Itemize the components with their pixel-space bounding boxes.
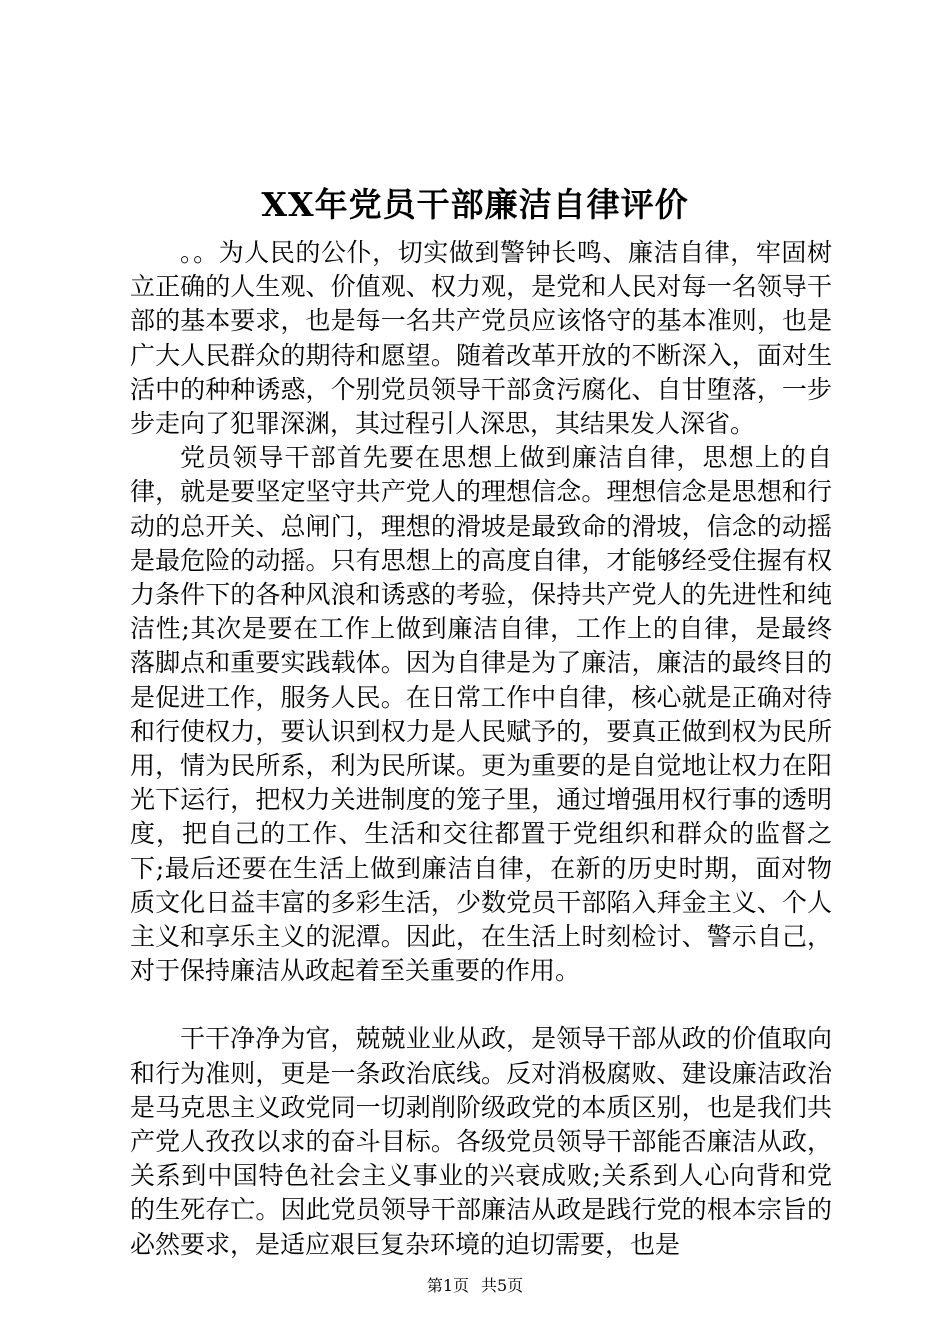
page-total: 共5页 <box>481 1276 524 1295</box>
document-title: XX年党员干部廉洁自律评价 <box>261 185 689 224</box>
document-body <box>130 236 832 1262</box>
page-number: 第1页 <box>426 1276 469 1295</box>
paragraph-intro: 。。为人民的公仆，切实做到警钟长鸣、廉洁自律，牢固树立正确的人生观、价值观、权力观，是党和人民对每一名领导干部的基本要求，也是每一名共产党员应该恪守的基本准则，也是广大人民群众的期待和愿望。随着改革开放的不断深入，面对生活中的种种诱惑，个别党员领导干部贪污腐化、自甘堕落，一步步走向了犯罪深渊，其过程引人深思，其结果发人深省。 <box>130 238 832 439</box>
paragraph-self-discipline: 党员领导干部首先要在思想上做到廉洁自律，思想上的自律，就是要坚定坚守共产党人的理想信念。理想信念是思想和行动的总开关、总闸门，理想的滑坡是最致命的滑坡，信念的动摇是最危险的动摇。只有思想上的高度自律，才能够经受住握有权力条件下的各种风浪和诱惑的考验，保持共产党人的先进性和纯洁性;其次是要在工作上做到廉洁自律，工作上的自律，是最终落脚点和重要实践载体。因为自律是为了廉洁，廉洁的最终目的是促进工作，服务人民。在日常工作中自律，核心就是正确对待和行使权力，要认识到权力是人民赋予的，要真正做到权为民所用，情为民所系，利为民所谋。更为重要的是自觉地让权力在阳光下运行，把权力关进制度的笼子里，通过增强用权行事的透明度，把自己的工作、生活和交往都置于党组织和群众的监督之下;最后还要在生活上做到廉洁自律，在新的历史时期，面对物质文化日益丰富的多彩生活，少数党员干部陷入拜金主义、个人主义和享乐主义的泥潭。因此，在生活上时刻检讨、警示自己，对于保持廉洁从政起着至关重要的作用。 <box>130 443 832 986</box>
page-footer <box>0 1275 950 1297</box>
paragraph-clean-governance: 干干净净为官，兢兢业业从政，是领导干部从政的价值取向和行为准则，更是一条政治底线。反对消极腐败、建设廉洁政治是马克思主义政党同一切剥削阶级政党的本质区别，也是我们共产党人孜孜以求的奋斗目标。各级党员领导干部能否廉洁从政，关系到中国特色社会主义事业的兴衰成败;关系到人心向背和党的生死存亡。因此党员领导干部廉洁从政是践行党的根本宗旨的必然要求，是适应艰巨复杂环境的迫切需要，也是 <box>130 1024 832 1259</box>
